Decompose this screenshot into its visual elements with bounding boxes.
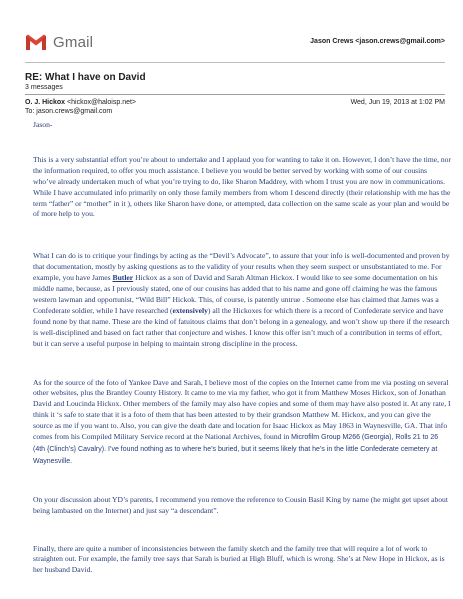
paragraph-3 [33, 378, 451, 468]
message-body [33, 120, 451, 576]
sender-name: O. J. Hickox [25, 99, 66, 106]
paragraph-4: On your discussion about YD’s parents, I recommend you remove the reference to Cousin Basil King by name (he might get upset about being lambasted on the Internet) and just say “a descendant”. [33, 494, 448, 515]
paragraph-2-underlined: Butler [112, 273, 134, 283]
paragraph-2 [33, 251, 451, 349]
gmail-wordmark: Gmail [53, 34, 94, 51]
gmail-header [25, 33, 445, 57]
paragraph-2-text-a: What I can do is to critique your findings by acting as the “Devil’s Advocate”, to assure that your info is well-documented and proven by that documentation, mostly by asking questions as to the validity of your results when they seem suspect or unsubstantiated to me. For example, you have James [33, 251, 450, 283]
paragraph-2-bold: extensively [172, 305, 208, 315]
paragraph-1: This is a very substantial effort you’re about to undertake and I applaud you for wanting to take it on. However, I don’t have the time, nor the information required, to offer you much assistance. I believe you would be better served by working with some of our cousins who’ve already undertaken much of what you’re trying to do, like Sharon Maddrey, with whom I trust you are now in communications. While I have accumulated info primarily on only those family members from whom I descend directly (their relationship with me has the term “father” or “mother” in it ), others like Sharon have done, or attempted, data collection on the same scale as your plan and would be of more help to you. [33, 154, 452, 219]
account-email: Jason Crews <jason.crews@gmail.com> [310, 38, 445, 45]
message-date: Wed, Jun 19, 2013 at 1:02 PM [350, 99, 445, 106]
paragraph-3-text: As for the source of the foto of Yankee Dave and Sarah, I believe most of the copies on the Internet came from me via posting on several other websites, plus the Brantley County History. It came to me via my father, who got it from Matthew Moses Hickox, son of Jonathan David and Loucinda Hickox. Other members of the family may also have copies and some of them may have also posted it. At any rate, I think it ‘s safe to state that it is a foto of them that has been attested to by their grandson Matthew M. Hickox, and you can give the source as me if you want to. Also, you can give the death date and location for Isaac Hickox as May 1863 in Waynesville, GA. That info comes from his Compiled Military Service record at the National Archives, found in [33, 377, 451, 442]
greeting: Jason- [33, 120, 53, 129]
message-from [25, 99, 136, 106]
message-count: 3 messages [25, 84, 63, 91]
paragraph-5: Finally, there are quite a number of inconsistencies between the family sketch and the family tree that will require a lot of work to straighten out. For example, the family tree says that Sarah is buried at High Bluff, which is wrong. She’s at New Hope in Hickox, as is her husband David. [33, 543, 445, 575]
gmail-logo-icon [25, 33, 47, 51]
header-divider [25, 62, 445, 63]
sender-email: <hickox@haloisp.net> [67, 99, 137, 106]
thread-divider [25, 94, 445, 95]
paragraph-3-microfilm: Microfilm Group M266 (Georgia), Rolls 21 to 26 (4th {Clinch’s} Cavalry). I’ve found nothing as to where he’s buried, but it seems likely that he’s in the little Confederate cemetery at Waynesville. [33, 434, 439, 465]
message-to: To: jason.crews@gmail.com [25, 108, 113, 115]
paragraph-2-text-b: Hickox as a son of David and Sarah Altman Hickox. I would like to see some documentation on his middle name, because, as I previously stated, one of our cousins has added that to his name and gone off claiming he was the famous western lawman and opportunist, “Wild Bill” Hickok. This, of course, is patently untrue . Someone else has claimed that James was a Confederate soldier, while I have researched ( [33, 273, 439, 315]
paragraph-2-text-c: ) all the Hickoxes for which there is a record of Confederate service and have found none by that name. These are the kind of fatuitous claims that don’t belong in a genealogy, and won’t show up there if the research is well-disciplined and based on fact rather that conjecture and wishes. I know this offer isn’t much of a contribution in terms of effort, but it can serve a useful purpose in helping to maintain strong discipline in the process. [33, 305, 450, 348]
thread-subject: RE: What I have on David [25, 72, 146, 83]
